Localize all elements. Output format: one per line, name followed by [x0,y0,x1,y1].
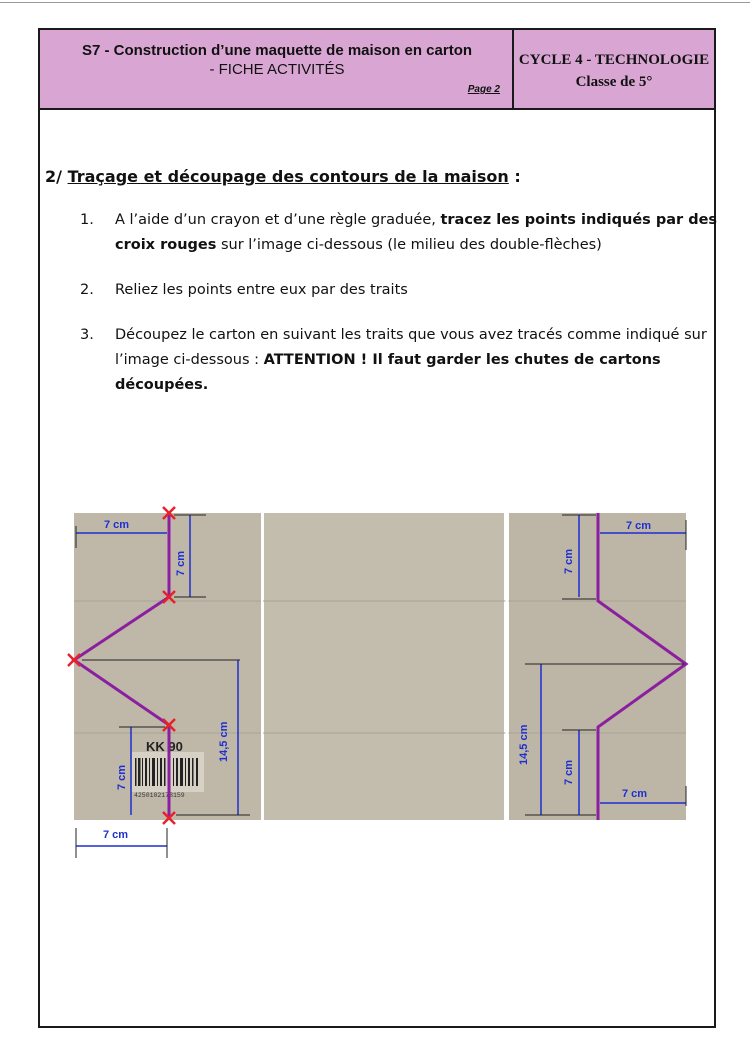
step-bold: tracez les points indiqués par des croix rouges [115,212,718,253]
cardboard-middle-panel [264,513,504,820]
dim-label: 7 cm [563,759,575,785]
barcode-number: 4250102178159 [134,792,185,799]
dim-label: 7 cm [104,519,130,531]
step-bold: ATTENTION ! Il faut garder les chutes de cartons découpées. [115,352,661,393]
section-title: Traçage et découpage des contours de la maison [67,167,509,186]
dim-label: 14,5 cm [518,724,530,765]
steps-list [80,208,720,418]
section-heading [45,167,521,186]
step-number: 3. [80,327,94,343]
list-item [80,208,720,258]
dim-label: 7 cm [175,550,187,576]
header-title-cell [40,30,514,108]
step-text: Reliez les points entre eux par des traits [115,282,408,298]
step-text-after: sur l’image ci-dessous (le milieu des double-flèches) [216,237,602,253]
classe-label: Classe de 5° [575,74,653,90]
barcode-label: KK 90 [146,739,183,754]
dim-label: 7 cm [563,548,575,574]
dim-label: 7 cm [116,764,128,790]
dim-label: 7 cm [626,520,652,532]
cycle-label: CYCLE 4 - TECHNOLOGIE [518,52,710,68]
page-label: Page 2 [467,84,500,95]
header-banner [40,30,714,110]
section-number: 2/ [45,167,62,186]
step-number: 2. [80,282,94,298]
dim-label: 14,5 cm [218,721,230,762]
header-class-cell [514,30,714,108]
step-text: A l’aide d’un crayon et d’une règle graduée, [115,212,441,228]
cardboard-figure [60,500,700,870]
section-colon: : [514,167,521,186]
doc-subtitle: - FICHE ACTIVITÉS [209,61,345,78]
dim-label: 7 cm [622,788,648,800]
step-text: Découpez le carton en suivant les traits que vous avez tracés comme indiqué sur l’image ci-dessous : [115,327,707,368]
top-rule [0,2,750,3]
list-item [80,278,720,303]
doc-title: S7 - Construction d’une maquette de maison en carton [81,42,473,59]
list-item [80,323,720,398]
dim-label: 7 cm [103,829,129,841]
step-number: 1. [80,212,94,228]
